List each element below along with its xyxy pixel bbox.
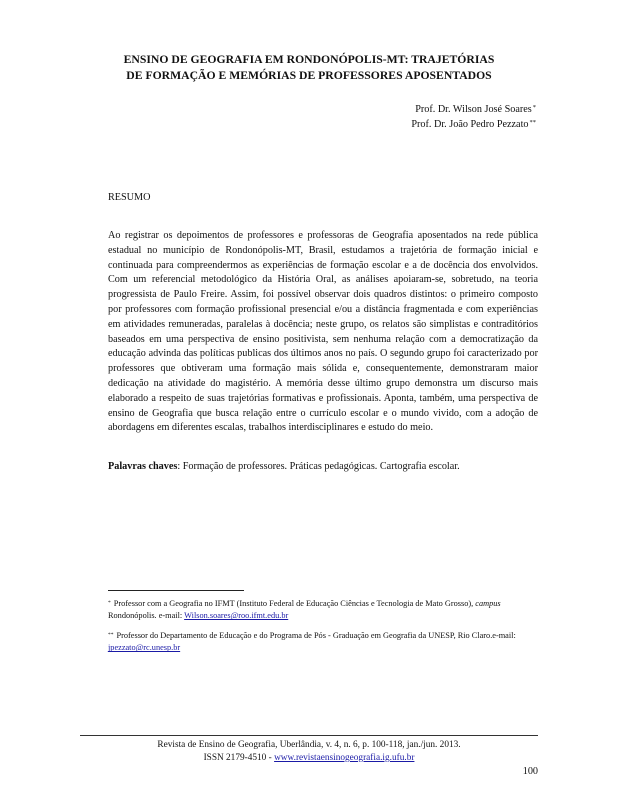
abstract-heading: RESUMO [108, 192, 151, 203]
keywords-label: Palavras chaves [108, 461, 178, 472]
author-list [411, 102, 536, 132]
footnote-mark: ** [108, 632, 114, 638]
keywords [108, 460, 538, 475]
footnote-divider [108, 590, 244, 591]
footnote-2 [108, 630, 538, 655]
journal-url-link[interactable]: www.revistaensinogeografia.ig.ufu.br [274, 753, 415, 763]
footnote-text-2: Rondonópolis. e-mail: [108, 611, 185, 621]
title-line-2: DE FORMAÇÃO E MEMÓRIAS DE PROFESSORES APOSENTADOS [126, 69, 492, 82]
journal-citation: Revista de Ensino de Geografia, Uberlândia, v. 4, n. 6, p. 100-118, jan./jun. 2013. [157, 740, 461, 750]
paper-title [80, 52, 538, 84]
journal-footer [80, 739, 538, 765]
footnote-mark: * [108, 600, 111, 606]
email-link[interactable]: Wilson.soares@roo.ifmt.edu.br [184, 611, 289, 621]
title-line-1: ENSINO DE GEOGRAFIA EM RONDONÓPOLIS-MT: TRAJETÓRIAS [123, 53, 495, 66]
author-footnote-mark: * [532, 104, 536, 111]
footnote-campus: campus [475, 599, 501, 608]
page-number: 100 [522, 766, 538, 777]
footer-divider [80, 735, 538, 736]
author-footnote-mark: ** [529, 119, 536, 126]
footnote-text: Professor do Departamento de Educação e do Programa de Pós - Graduação em Geografia da UNESP, Rio Claro.e-mail: [116, 631, 516, 640]
journal-issn-line [80, 752, 538, 765]
issn-text: ISSN 2179-4510 - [203, 753, 275, 763]
author-1 [411, 102, 536, 117]
email-link[interactable]: jpezzato@rc.unesp.br [108, 643, 181, 653]
author-name: Prof. Dr. João Pedro Pezzato [411, 119, 529, 130]
abstract-text: Ao registrar os depoimentos de professores e professoras de Geografia aposentados na rede pública estadual no município de Rondonópolis-MT, Brasil, estudamos a trajetória de formação inicial e continuada para compreendermos as experiências de formação escolar e a de docência dos envolvidos. Com um referencial metodológico da História Oral, as análises apoiaram-se, sobretudo, na teoria progressista de Paulo Freire. Assim, foi possível observar dois quadros distintos: o primeiro composto por professores com formação profissional presencial e/ou a distância fragmentada e com experiências em atividades remuneradas, paralelas à docência; neste grupo, os relatos são simplistas e contraditórios baseados em uma perspectiva de ensino positivista, sem nenhuma relação com a democratização da educação advinda das políticas publicas dos últimos anos no país. O segundo grupo foi caracterizado por professores que obtiveram uma formação mais sólida e, consequentemente, demonstraram maior dedicação na atividade do magistério. A memória desse último grupo demonstra um discurso mais elaborado a respeito de suas trajetórias formativas e profissionais. Aponta, também, uma perspectiva de ensino de Geografia que busca relação entre o currículo escolar e o mundo vivido, com a adoção de abordagens em diferentes escalas, trabalhos interdisciplinares e estudo do meio. [108, 230, 538, 434]
author-name: Prof. Dr. Wilson José Soares [415, 104, 532, 115]
keywords-text: : Formação de professores. Práticas pedagógicas. Cartografia escolar. [177, 461, 460, 472]
footnote-1 [108, 598, 538, 623]
author-2 [411, 117, 536, 132]
footnote-text: Professor com a Geografia no IFMT (Instituto Federal de Educação Ciências e Tecnologia de Mato Grosso), [113, 599, 474, 608]
